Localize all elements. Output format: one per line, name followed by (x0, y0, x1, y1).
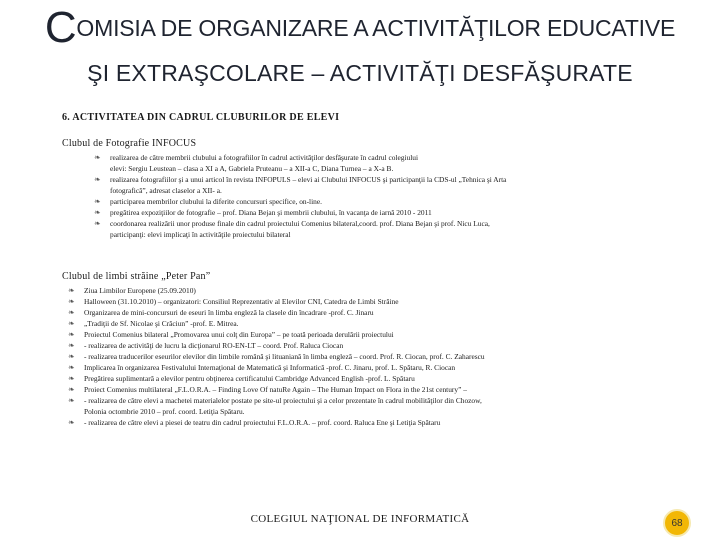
list-item: ❧ Proiectul Comenius bilateral „Promovarea unui colţ din Europa” – pe toată perioada derulării proiectului (68, 330, 394, 339)
list-item: ❧ pregătirea expoziţiilor de fotografie – prof. Diana Bejan şi membrii clubului, în vacanţa de iarnă 2010 - 2011 (94, 208, 432, 217)
list-item-continuation: elevi: Sergiu Leustean – clasa a XI a A, Gabriela Pruteanu – a XII-a C, Diana Turnea – a X-a B. (110, 164, 394, 173)
footer-text: COLEGIUL NAŢIONAL DE INFORMATICĂ (250, 513, 470, 525)
section-heading: 6. ACTIVITATEA DIN CADRUL CLUBURILOR DE ELEVI (62, 112, 340, 123)
club-2-list (68, 285, 485, 428)
bullet-icon: ❧ (68, 352, 75, 361)
slide-title-line-2: ŞI EXTRAŞCOLARE – ACTIVITĂŢI DESFĂŞURATE (87, 60, 633, 86)
list-item: ❧ realizarea de către membrii clubului a fotografiilor în cadrul activităţilor desfăşurate în cadrul colegiului (94, 153, 419, 162)
bullet-icon: ❧ (68, 385, 75, 394)
bullet-icon: ❧ (68, 341, 75, 350)
bullet-icon: ❧ (94, 197, 101, 206)
list-item-continuation: fotografică”, adresat claselor a XII- a. (110, 186, 222, 195)
list-item: ❧ Pregătirea suplimentară a elevilor pentru obţinerea certificatului Cambridge Advanced English -prof. L. Spătaru (68, 374, 415, 383)
bullet-icon: ❧ (68, 297, 75, 306)
list-item: ❧ Organizarea de mini-concursuri de eseuri în limba engleză la clasele din încadrare -prof. C. Jinaru (68, 308, 374, 317)
bullet-icon: ❧ (94, 153, 101, 162)
club-1-name: Clubul de Fotografie INFOCUS (62, 138, 197, 149)
list-item: ❧ - realizarea de activităţi de lucru la dicţionarul RO-EN-LT – coord. Prof. Raluca Ciocan (68, 341, 344, 350)
club-2-name: Clubul de limbi străine „Peter Pan” (62, 271, 211, 282)
list-item: ❧ Proiect Comenius multilateral „F.L.O.R.A. – Finding Love Of natuRe Again – The Human Impact on Flora in the 21st century” – (68, 385, 467, 394)
list-item: ❧ Halloween (31.10.2010) – organizatori: Consiliul Reprezentativ al Elevilor CNI, Catedra de Limbi Străine (68, 297, 399, 306)
list-item: ❧ - realizarea traducerilor eseurilor elevilor din limbile română şi lituaniană în limba engleză – coord. Prof. R. Ciocan, prof. C. Zaharescu (68, 352, 485, 361)
bullet-icon: ❧ (68, 319, 75, 328)
bullet-icon: ❧ (94, 208, 101, 217)
list-item-continuation: participanţi: elevi implicaţi în activităţile proiectului bilateral (110, 230, 291, 239)
title-line-1-text: OMISIA DE ORGANIZARE A ACTIVITĂŢILOR EDUCATIVE (76, 15, 676, 41)
bullet-icon: ❧ (68, 374, 75, 383)
bullet-icon: ❧ (94, 175, 101, 184)
list-item: ❧ Implicarea în organizarea Festivalului Internaţional de Matematică şi Informatică -prof. C. Jinaru, prof. L. Spătaru, R. Ciocan (68, 363, 456, 372)
bullet-icon: ❧ (68, 308, 75, 317)
list-item: ❧ - realizarea de către elevi a piesei de teatru din cadrul proiectului F.L.O.R.A. – prof. coord. Raluca Ene şi Letiţia Spătaru (68, 418, 441, 427)
list-item: ❧ „Tradiţii de Sf. Nicolae şi Crăciun” -prof. E. Mitrea. (68, 319, 239, 328)
bullet-icon: ❧ (68, 286, 75, 295)
list-item: ❧ participarea membrilor clubului la diferite concursuri specifice, on-line. (94, 197, 322, 206)
bullet-icon: ❧ (68, 418, 75, 427)
bullet-icon: ❧ (94, 219, 101, 228)
bullet-icon: ❧ (68, 396, 75, 405)
bullet-icon: ❧ (68, 363, 75, 372)
club-1-list (94, 152, 507, 240)
list-item: ❧ Ziua Limbilor Europene (25.09.2010) (68, 286, 196, 295)
list-item-continuation: Polonia octombrie 2010 – prof. coord. Letiţia Spătaru. (84, 407, 245, 416)
list-item: ❧ coordonarea realizării unor produse finale din cadrul proiectului Comenius bilateral,coord. prof. Diana Bejan şi prof. Nicu Luca, (94, 219, 490, 228)
title-initial-cap: C (44, 3, 77, 52)
slide-title-line-1 (0, 3, 720, 52)
list-item: ❧ - realizarea de către elevi a machetei materialelor postate pe site-ul proiectului şi a celor prezentate în cadrul mobilităţilor din Chozow, (68, 396, 482, 405)
bullet-icon: ❧ (68, 330, 75, 339)
page-number-badge: 68 (663, 509, 691, 537)
list-item: ❧ realizarea fotografiilor şi a unui articol în revista INFOPULS – elevi ai Clubului INFOCUS şi participanţii la CDS-ul „Tehnica şi Arta (94, 175, 507, 184)
